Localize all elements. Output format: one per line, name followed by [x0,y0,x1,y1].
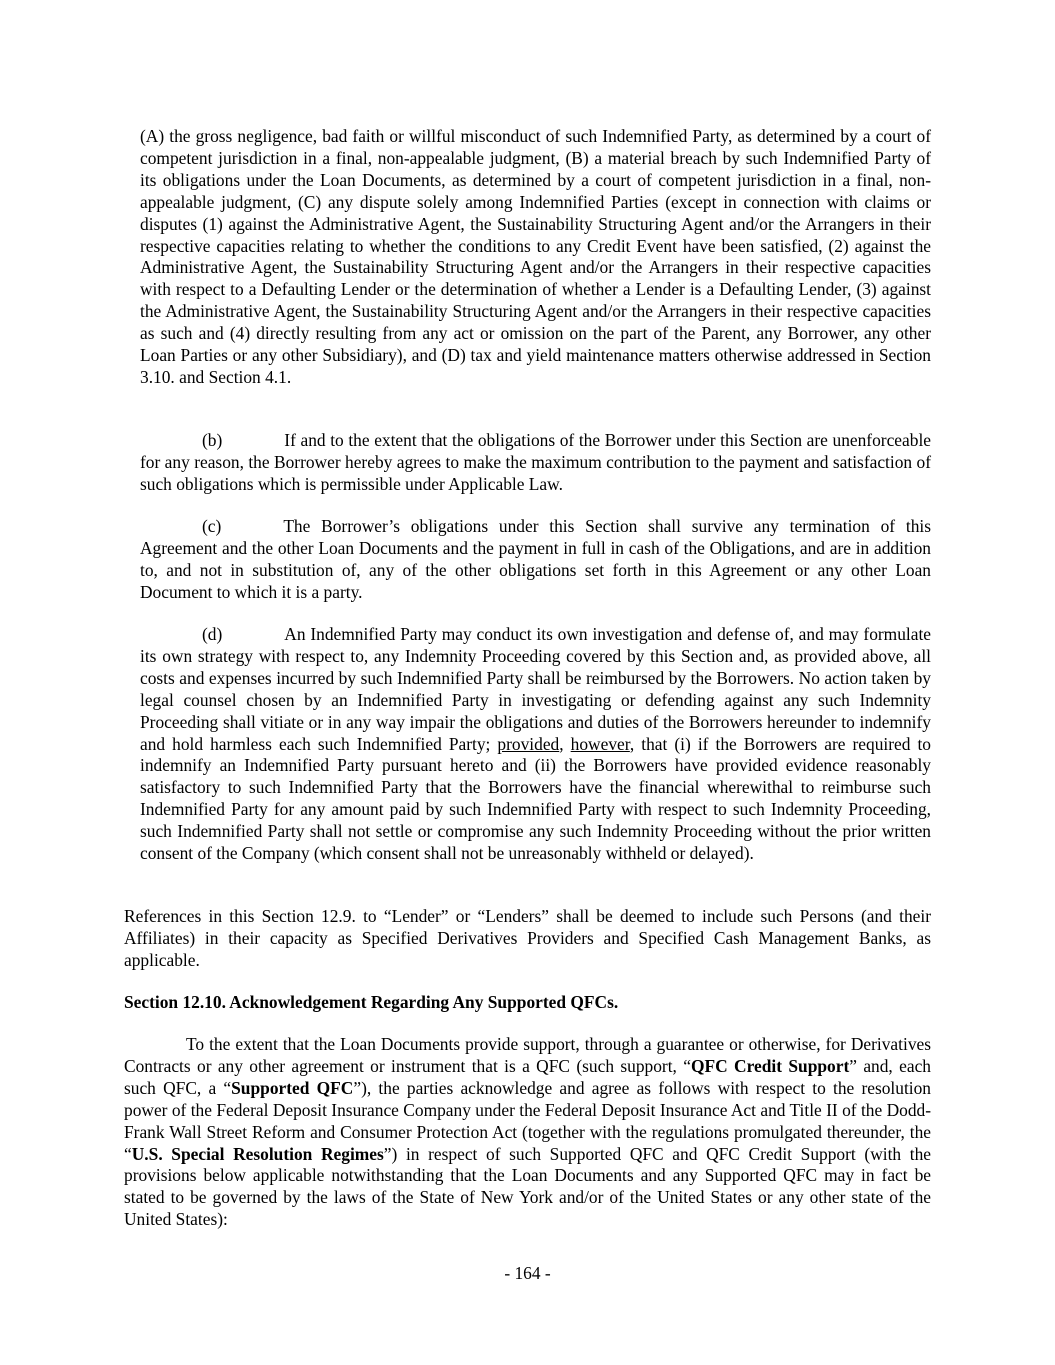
paragraph-c [140,516,931,604]
qfc-text-2: ” and, each such QFC, a “ [124,1055,931,1098]
however-term: however [570,733,630,754]
paragraph-b [140,430,931,496]
clause-label-d: (d) [202,624,223,644]
section-heading: Section 12.10. Acknowledgement Regarding Any Supported QFCs. [124,992,619,1012]
comma: , [559,733,571,754]
paragraph-d-text-1: An Indemnified Party may conduct its own investigation and defense of, and may formulate its own strategy with respect to, any Indemnity Proceeding covered by this Section and, as provided above, all costs and expenses incurred by such Indemnified Party shall be reimbursed by the Borrowers. No action taken by legal counsel chosen by an Indemnified Party in investigating or defending against any such Indemnity Proceeding shall vitiate or in any way impair the obligations and duties of the Borrowers hereunder to indemnify and hold harmless each such Indemnified Party; [140,624,931,754]
references-paragraph [124,906,931,972]
paragraph-a-text: (A) the gross negligence, bad faith or willful misconduct of such Indemnified Party, as determined by a court of competent jurisdiction in a final, non-appealable judgment, (B) a material breach by such Indemnified Party of its obligations under the Loan Documents, as determined by a court of competent jurisdiction in a final, non-appealable judgment, (C) any dispute solely among Indemnified Parties (except in connection with claims or disputes (1) against the Administrative Agent, the Sustainability Structuring Agent and/or the Arrangers in their respective capacities relating to whether the conditions to any Credit Event have been satisfied, (2) against the Administrative Agent, the Sustainability Structuring Agent and/or the Arrangers in their respective capacities with respect to a Defaulting Lender or the determination of whether a Lender is a Defaulting Lender, (3) against the Administrative Agent, the Sustainability Structuring Agent and/or the Arrangers in their respective capacities as such and (4) directly resulting from any act or omission on the part of the Parent, any Borrower, any other Loan Parties or any other Subsidiary), and (D) tax and yield maintenance matters otherwise addressed in Section 3.10. and Section 4.1. [140,126,931,387]
clause-label-b: (b) [202,430,223,450]
paragraph-d-text-2: , that (i) if the Borrowers are required to indemnify an Indemnified Party pursuant hereto and (ii) the Borrowers have provided evidence reasonably satisfactory to such Indemnified Party that the Borrowers have the financial wherewithal to reimburse such Indemnified Party for any amount paid by such Indemnified Party with respect to such Indemnity Proceeding, such Indemnified Party shall not settle or compromise any such Indemnity Proceeding without the prior written consent of the Company (which consent shall not be unreasonably withheld or delayed). [140,733,932,864]
qfc-paragraph [124,1034,931,1231]
qfc-text-3: ”), the parties acknowledge and agree as follows with respect to the resolution power of the Federal Deposit Insurance Company under the Federal Deposit Insurance Act and Title II of the Dodd-Frank Wall Street Reform and Consumer Protection Act (together with the regulations promulgated thereunder, the “ [124,1077,932,1164]
paragraph-a-continuation [140,126,931,389]
clause-label-c: (c) [202,516,222,536]
paragraph-d [140,624,931,865]
paragraph-c-text: The Borrower’s obligations under this Section shall survive any termination of this Agreement and the other Loan Documents and the payment in full in cash of the Obligations, and are in addition to, and not in substitution of, any of the other obligations set forth in this Agreement or any other Loan Document to which it is a party. [140,516,931,602]
references-text: References in this Section 12.9. to “Lender” or “Lenders” shall be deemed to include such Persons (and their Affiliates) in their capacity as Specified Derivatives Providers and Specified Cash Management Banks, as applicable. [124,906,931,970]
qfc-text-1: To the extent that the Loan Documents provide support, through a guarantee or otherwise, for Derivatives Contracts or any other agreement or instrument that is a QFC (such support, “ [124,1034,931,1076]
provided-term: provided [497,733,560,754]
paragraph-b-text: If and to the extent that the obligations of the Borrower under this Section are unenforceable for any reason, the Borrower hereby agrees to make the maximum contribution to the payment and satisfaction of such obligations which is permissible under Applicable Law. [140,430,931,494]
page-number: - 164 - [504,1263,551,1283]
defined-term-supported-qfc: Supported QFC [231,1077,354,1098]
defined-term-qfc-credit-support: QFC Credit Support [690,1055,850,1076]
defined-term-us-special-resolution-regimes: U.S. Special Resolution Regimes [131,1143,384,1164]
qfc-text-4: ”) in respect of such Supported QFC and QFC Credit Support (with the provisions below applicable notwithstanding that the Loan Documents and any Supported QFC may in fact be stated to be governed by the laws of the State of New York and/or of the United States or any other state of the United States): [124,1143,932,1230]
